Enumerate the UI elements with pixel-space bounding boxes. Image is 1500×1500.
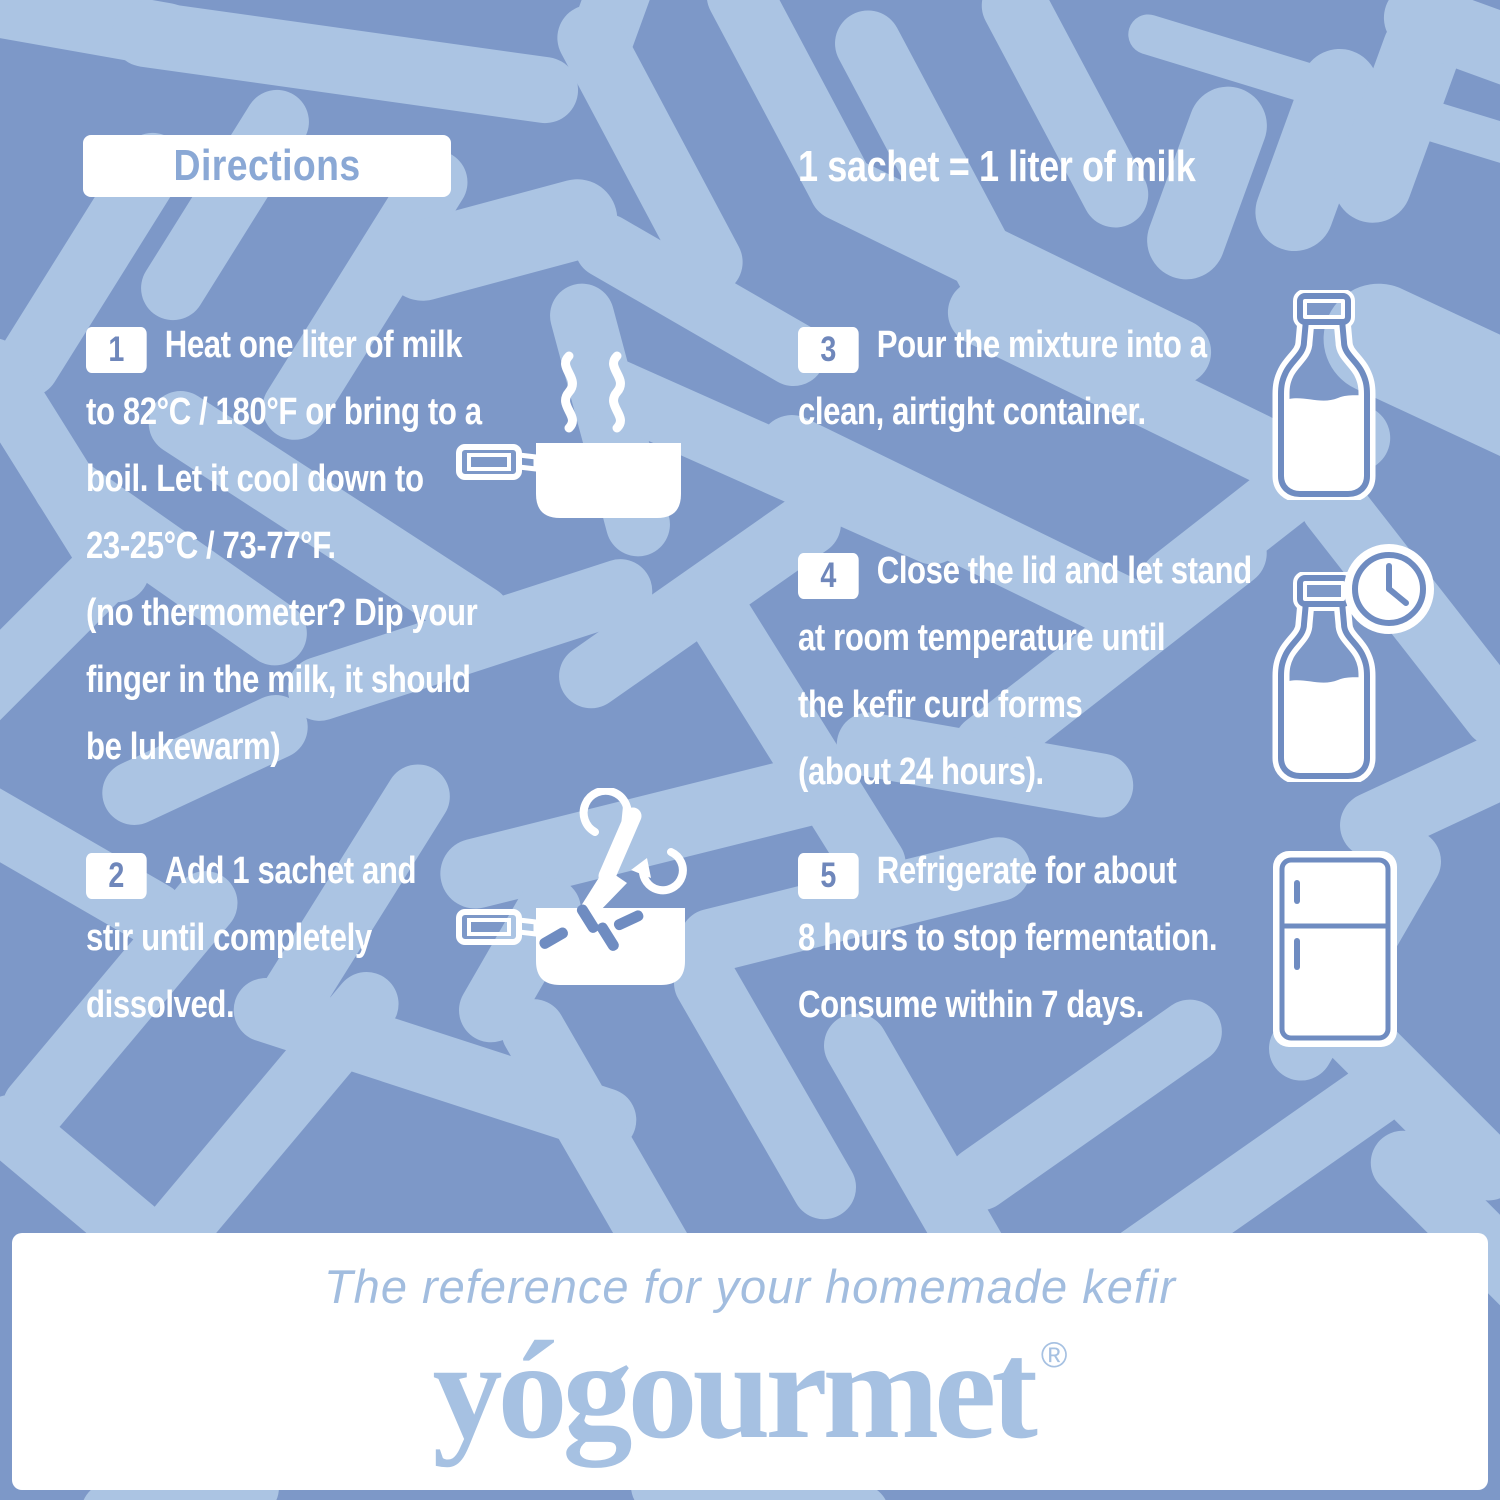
step-text-line: 8 hours to stop fermentation. — [798, 917, 1218, 959]
step-text: Add 1 sachet and — [164, 850, 417, 892]
clock-icon — [1343, 543, 1435, 635]
step-number-badge: 3 — [798, 327, 859, 373]
step-text-line: to 82°C / 180°F or bring to a — [86, 391, 482, 433]
step-text-line: (no thermometer? Dip your — [86, 592, 478, 634]
registered-trademark-icon: ® — [1040, 1334, 1068, 1375]
step-text: Pour the mixture into a — [876, 324, 1207, 366]
directions-header — [83, 135, 451, 197]
step-2-block — [86, 838, 416, 1039]
step-text-line: stir until completely — [86, 917, 372, 959]
directions-label: Directions — [173, 141, 361, 190]
step-number-badge: 4 — [798, 553, 859, 599]
step-number-badge: 2 — [86, 853, 147, 899]
step-text-line: dissolved. — [86, 984, 235, 1026]
step-text-line: clean, airtight container. — [798, 391, 1146, 433]
step-5-block — [798, 838, 1217, 1039]
footer-tagline: The reference for your homemade kefir — [323, 1260, 1177, 1313]
step-3-block — [798, 312, 1207, 446]
step-text: Heat one liter of milk — [164, 324, 463, 366]
step-text-line: 23-25°C / 73-77°F. — [86, 525, 336, 567]
milk-bottle-icon — [1272, 290, 1376, 500]
footer-bar — [12, 1233, 1488, 1490]
step-text-line — [798, 538, 1252, 605]
step-text-line — [798, 312, 1207, 379]
saucepan-steam-icon — [455, 350, 685, 520]
saucepan-stir-icon — [455, 788, 700, 1003]
step-text-line: the kefir curd forms — [798, 684, 1083, 726]
step-text-line — [798, 838, 1217, 905]
brand-logo: yógourmet — [432, 1313, 1033, 1468]
step-text-line: boil. Let it cool down to — [86, 458, 424, 500]
step-4-block — [798, 538, 1252, 806]
step-text-line: at room temperature until — [798, 617, 1166, 659]
step-text-line — [86, 312, 482, 379]
step-1-block — [86, 312, 482, 781]
step-text-line: (about 24 hours). — [798, 751, 1044, 793]
refrigerator-icon — [1272, 850, 1398, 1048]
ratio-headline: 1 sachet = 1 liter of milk — [798, 142, 1196, 191]
step-text-line: be lukewarm) — [86, 726, 281, 768]
step-text-line: Consume within 7 days. — [798, 984, 1144, 1026]
step-text-line — [86, 838, 416, 905]
step-text-line: finger in the milk, it should — [86, 659, 471, 701]
step-number-badge: 1 — [86, 327, 147, 373]
brand-row — [12, 1313, 1488, 1468]
step-number-badge: 5 — [798, 853, 859, 899]
step-text: Refrigerate for about — [876, 850, 1177, 892]
step-text: Close the lid and let stand — [876, 550, 1252, 592]
